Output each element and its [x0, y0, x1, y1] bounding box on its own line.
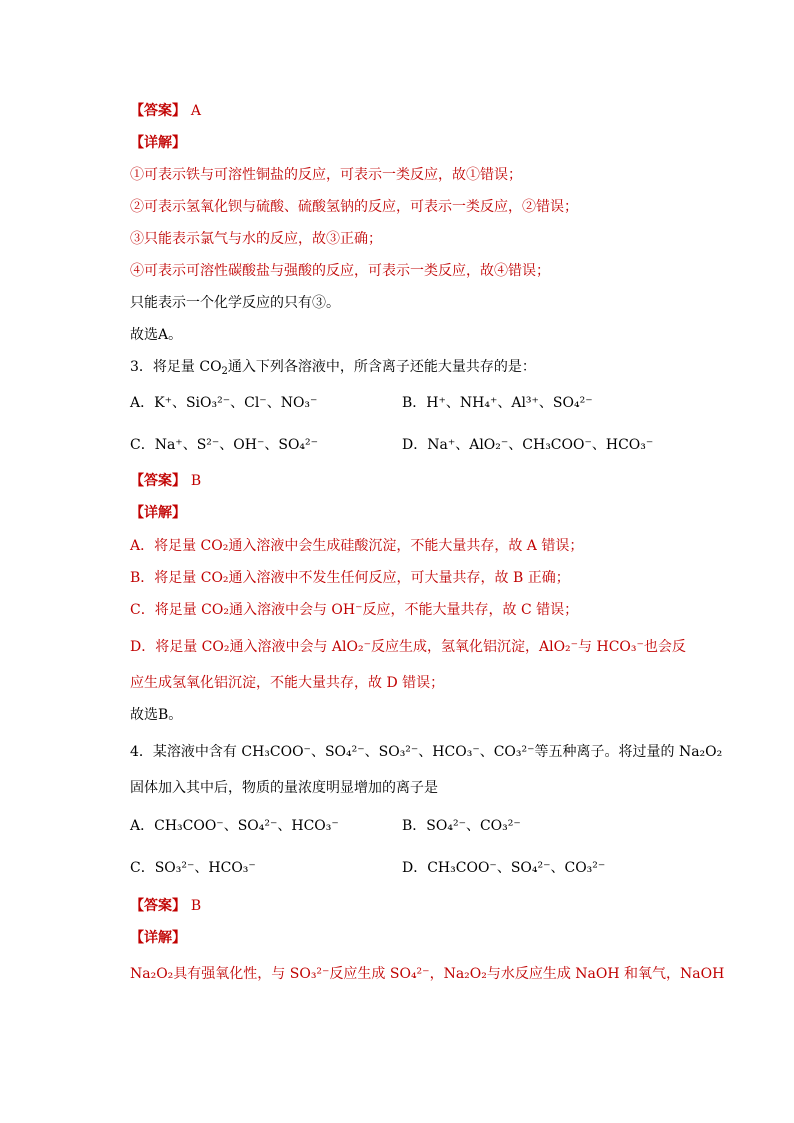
q3-answer	[130, 471, 201, 491]
q4-stem-2: 固体加入其中后，物质的量浓度明显增加的离子是	[130, 780, 438, 796]
answer-value: B	[190, 898, 202, 914]
q3-option-d: D．Na⁺、AlO₂⁻、CH₃COO⁻、HCO₃⁻	[402, 437, 654, 453]
q2-summary: 只能表示一个化学反应的只有③。	[130, 295, 340, 311]
q3-stem-a: 3．将足量 CO	[130, 359, 222, 375]
q3-detail-b: B．将足量 CO₂通入溶液中不发生任何反应，可大量共存，故 B 正确；	[130, 570, 570, 586]
q2-conclusion: 故选A。	[130, 327, 183, 343]
q3-detail-d1: D．将足量 CO₂通入溶液中会与 AlO₂⁻反应生成，氢氧化铝沉淀，AlO₂⁻与 HCO₃⁻也会反	[130, 639, 686, 655]
q3-detail-d2: 应生成氢氧化铝沉淀，不能大量共存，故 D 错误；	[130, 675, 445, 691]
answer-value: A	[190, 103, 201, 119]
q3-detail-label: 【详解】	[130, 505, 186, 521]
q2-detail-2: ②可表示氢氧化钡与硫酸、硫酸氢钠的反应，可表示一类反应，②错误；	[130, 199, 578, 215]
q2-detail-3: ③只能表示氯气与水的反应，故③正确；	[130, 231, 382, 247]
q4-stem-1: 4．某溶液中含有 CH₃COO⁻、SO₄²⁻、SO₃²⁻、HCO₃⁻、CO₃²⁻等五种离子。将过量的 Na₂O₂	[130, 744, 723, 760]
q3-option-b: B．H⁺、NH₄⁺、Al³⁺、SO₄²⁻	[402, 395, 593, 411]
q3-conclusion: 故选B。	[130, 707, 183, 723]
q4-option-a: A．CH₃COO⁻、SO₄²⁻、HCO₃⁻	[130, 818, 339, 834]
q4-detail-1: Na₂O₂具有强氧化性，与 SO₃²⁻反应生成 SO₄²⁻，Na₂O₂与水反应生成 NaOH 和氧气，NaOH	[130, 966, 725, 982]
q2-detail-1: ①可表示铁与可溶性铜盐的反应，可表示一类反应，故①错误；	[130, 167, 522, 183]
answer-label: 【答案】	[130, 103, 186, 119]
q3-stem-b: 通入下列各溶液中，所含离子还能大量共存的是：	[227, 359, 536, 375]
q3-detail-a: A．将足量 CO₂通入溶液中会生成硅酸沉淀，不能大量共存，故 A 错误；	[130, 538, 584, 554]
q3-detail-c: C．将足量 CO₂通入溶液中会与 OH⁻反应，不能大量共存，故 C 错误；	[130, 602, 579, 618]
answer-label: 【答案】	[130, 473, 186, 489]
q4-option-c: C．SO₃²⁻、HCO₃⁻	[130, 860, 256, 876]
q3-option-c: C．Na⁺、S²⁻、OH⁻、SO₄²⁻	[130, 437, 319, 453]
q3-stem-sub: 2	[221, 366, 228, 377]
q2-detail-4: ④可表示可溶性碳酸盐与强酸的反应，可表示一类反应，故④错误；	[130, 263, 550, 279]
q3-stem	[130, 357, 536, 382]
q4-answer	[130, 896, 201, 916]
q4-option-b: B．SO₄²⁻、CO₃²⁻	[402, 818, 521, 834]
q4-option-d: D．CH₃COO⁻、SO₄²⁻、CO₃²⁻	[402, 860, 606, 876]
answer-label: 【答案】	[130, 898, 186, 914]
q2-answer	[130, 101, 201, 121]
answer-value: B	[190, 473, 202, 489]
q4-detail-label: 【详解】	[130, 930, 186, 946]
q3-option-a: A．K⁺、SiO₃²⁻、Cl⁻、NO₃⁻	[130, 395, 318, 411]
q2-detail-label: 【详解】	[130, 135, 186, 151]
